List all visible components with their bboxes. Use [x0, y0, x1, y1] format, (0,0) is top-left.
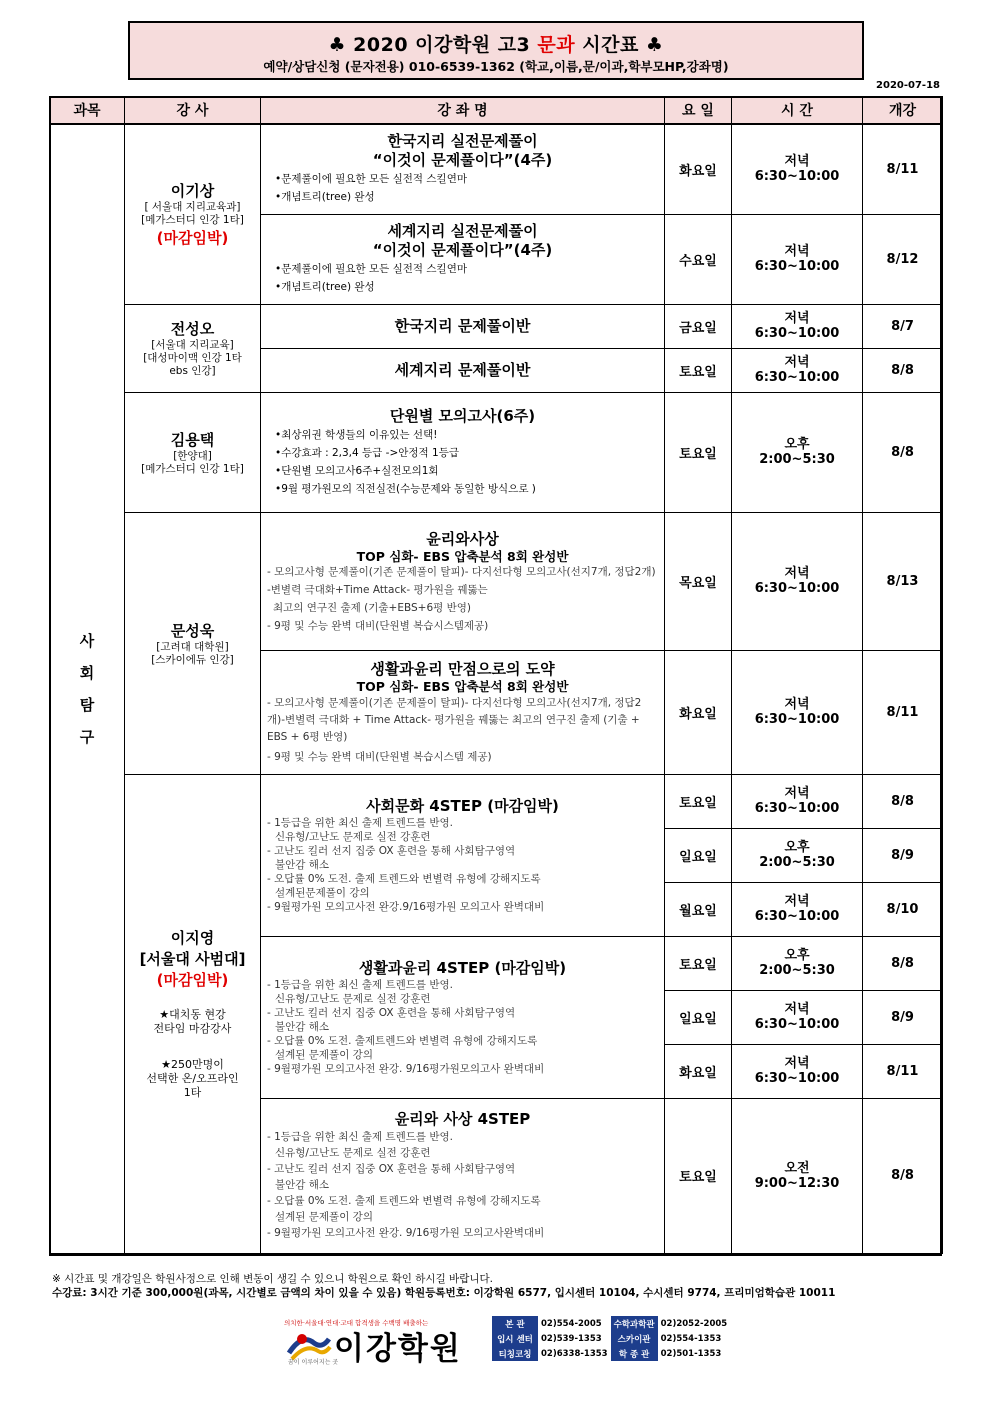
teacher-cell [125, 392, 261, 512]
course-detail: 신유형/고난도 문제로 실전 강훈련 [275, 992, 431, 1005]
day-cell: 화요일 [665, 1044, 732, 1098]
subject-cell [50, 124, 125, 1253]
teacher-name: 이기상 [170, 182, 215, 201]
time-cell: 오후 2:00~5:30 [732, 828, 863, 882]
course-detail: - 오답률 0% 도전. 출제 트렌드와 변별력 유형에 강해지도록 [267, 872, 541, 885]
contact-row [492, 1346, 730, 1361]
contact-label: 본 관 [492, 1316, 538, 1331]
contact-label: 티칭코칭 [492, 1346, 538, 1361]
course-detail: 신유형/고난도 문제로 실전 강훈련 [275, 830, 431, 843]
course-detail: - 1등급을 위한 최신 출제 트렌드를 반영. [267, 978, 453, 991]
course-detail: - 고난도 킬러 선지 집중 OX 훈련을 통해 사회탐구영역 [267, 1163, 516, 1175]
teacher-info: [서울대 사범대] [139, 950, 246, 968]
table-row [50, 304, 943, 348]
course-title: 세계지리 실전문제풀이 [387, 222, 538, 240]
title-box [128, 21, 864, 80]
contact-label: 스카이관 [611, 1331, 658, 1346]
course-cell [261, 936, 665, 1098]
day-cell: 토요일 [665, 774, 732, 828]
open-date-cell: 8/9 [863, 828, 943, 882]
time-cell: 저녁 6:30~10:00 [732, 774, 863, 828]
contact-label: 입시 센터 [492, 1331, 538, 1346]
course-cell [261, 512, 665, 650]
open-date-cell: 8/8 [863, 348, 943, 392]
table-row [50, 392, 943, 512]
teacher-info: ebs 인강] [169, 365, 216, 377]
table-row [50, 774, 943, 828]
course-detail: - 9월평가원 모의고사전 완강. 9/16평가원모의고사 완벽대비 [267, 1062, 545, 1075]
course-detail: 설계된문제풀이 강의 [275, 886, 370, 899]
open-date-cell: 8/10 [863, 882, 943, 936]
open-date-cell: 8/8 [863, 774, 943, 828]
course-detail: -변별력 극대화+Time Attack- 평가원을 꿰뚫는 [267, 583, 488, 596]
course-bullet: •개념트리(tree) 완성 [275, 191, 375, 204]
document-date: 2020-07-18 [876, 80, 940, 91]
course-title: 생활과윤리 4STEP (마감임박) [358, 958, 567, 977]
day-cell: 토요일 [665, 392, 732, 512]
contact-phone: 02)2052-2005 [660, 1318, 728, 1329]
open-date-cell: 8/7 [863, 304, 943, 348]
contact-phone: 02)554-2005 [541, 1318, 602, 1329]
time-cell: 저녁 6:30~10:00 [732, 348, 863, 392]
course-cell [261, 304, 665, 348]
page-title [130, 30, 862, 57]
time-cell: 저녁 6:30~10:00 [732, 882, 863, 936]
day-cell: 토요일 [665, 1098, 732, 1253]
course-detail: - 9평 및 수능 완벽 대비(단원별 복습시스템제공) [267, 619, 489, 632]
day-cell: 토요일 [665, 348, 732, 392]
table-row [50, 512, 943, 650]
course-title: 한국지리 문제풀이반 [394, 316, 531, 335]
title-highlight: 문과 [537, 34, 576, 56]
time-cell: 저녁 6:30~10:00 [732, 512, 863, 650]
day-cell: 일요일 [665, 828, 732, 882]
logo-slogan: 의치한·서울대·연대·고대 합격생을 수백명 배출하는 [284, 1319, 429, 1327]
contact-phone: 02)554-1353 [660, 1333, 722, 1344]
contact-phone: 02)539-1353 [541, 1333, 602, 1344]
col-header-subject: 과목 [50, 97, 125, 125]
course-title: 한국지리 실전문제풀이 [387, 132, 538, 151]
deadline-badge: (마감임박) [156, 971, 229, 989]
contact-label: 수학과학관 [611, 1316, 658, 1331]
course-title: 윤리와 사상 4STEP [394, 1110, 531, 1128]
course-bullet: •단원별 모의고사6주+실전모의1회 [275, 464, 439, 477]
teacher-note: ★대치동 현강 전타임 마감강사 [153, 1008, 232, 1035]
teacher-name: 김용택 [170, 430, 215, 449]
teacher-name: 문성욱 [170, 621, 215, 640]
contact-phone: 02)6338-1353 [541, 1348, 608, 1359]
deadline-badge: (마감임박) [156, 229, 229, 248]
col-header-teacher: 강 사 [125, 97, 261, 125]
course-bullet: •9월 평가원모의 직전실전(수능문제와 동일한 방식으로 ) [275, 482, 536, 495]
course-detail: 최고의 연구진 출제 (기출+EBS+6평 반영) [273, 601, 471, 614]
open-date-cell: 8/12 [863, 214, 943, 304]
title-text-end: 시간표 ♣ [575, 34, 664, 56]
course-detail: 설계된 문제풀이 강의 [275, 1211, 373, 1223]
course-detail: - 1등급을 위한 최신 출제 트렌드를 반영. [267, 1131, 453, 1143]
course-detail: - 9평 및 수능 완벽 대비(단원별 복습시스템 제공) [267, 751, 492, 763]
teacher-info: [메가스터디 인강 1타] [141, 214, 244, 227]
course-cell [261, 124, 665, 214]
contact-row [492, 1331, 730, 1346]
course-bullet: •최상위권 학생들의 이유있는 선택! [275, 428, 438, 441]
teacher-info: [스카이에듀 인강] [151, 653, 234, 666]
open-date-cell: 8/8 [863, 392, 943, 512]
page-subtitle: 예약/상담신청 (문자전용) 010-6539-1362 (학교,이름,문/이과,학부모HP,강좌명) [263, 59, 729, 74]
title-text: ♣ 2020 이강학원 고3 [328, 34, 538, 56]
col-header-day: 요 일 [665, 97, 732, 125]
time-cell: 저녁 6:30~10:00 [732, 650, 863, 774]
contact-table [492, 1316, 730, 1361]
course-bullet: •개념트리(tree) 완성 [275, 281, 375, 293]
col-header-course: 강 좌 명 [261, 97, 665, 125]
course-detail: - 고난도 킬러 선지 집중 OX 훈련을 통해 사회탐구영역 [267, 844, 516, 857]
teacher-info: [서울대 지리교육] [151, 339, 234, 351]
day-cell: 일요일 [665, 990, 732, 1044]
course-detail: - 9월평가원 모의고사전 완강.9/16평가원 모의고사 완벽대비 [267, 900, 545, 913]
time-cell: 저녁 6:30~10:00 [732, 304, 863, 348]
course-bullet: •문제풀이에 필요한 모든 실전적 스킬연마 [275, 263, 467, 275]
course-title: 생활과윤리 만점으로의 도약 [370, 660, 555, 678]
course-title: 단원별 모의고사(6주) [389, 406, 536, 425]
course-detail: - 9월평가원 모의고사전 완강. 9/16평가원 모의고사완벽대비 [267, 1227, 545, 1239]
table-row [50, 124, 943, 214]
course-cell [261, 348, 665, 392]
course-detail: 설계된 문제풀이 강의 [275, 1048, 373, 1061]
course-title: 사회문화 4STEP (마감임박) [366, 796, 559, 815]
contact-label: 학 종 관 [611, 1346, 658, 1361]
open-date-cell: 8/8 [863, 1098, 943, 1253]
course-title: 윤리와사상 [426, 529, 499, 548]
teacher-cell [125, 512, 261, 774]
time-cell: 저녁 6:30~10:00 [732, 990, 863, 1044]
teacher-info: [고려대 대학원] [156, 640, 229, 653]
teacher-note: ★250만명이 선택한 온/오프라인 1타 [146, 1058, 239, 1099]
course-title: “이것이 문제풀이다”(4주) [372, 241, 553, 259]
day-cell: 수요일 [665, 214, 732, 304]
open-date-cell: 8/11 [863, 650, 943, 774]
teacher-info: [ 서울대 지리교육과] [144, 201, 241, 214]
day-cell: 목요일 [665, 512, 732, 650]
time-cell: 오전 9:00~12:30 [732, 1098, 863, 1253]
day-cell: 토요일 [665, 936, 732, 990]
time-cell: 오후 2:00~5:30 [732, 392, 863, 512]
course-detail: - 고난도 킬러 선지 집중 OX 훈련을 통해 사회탐구영역 [267, 1006, 516, 1019]
course-title: 세계지리 문제풀이반 [394, 360, 531, 379]
course-cell [261, 1098, 665, 1253]
teacher-info: [한양대] [173, 449, 212, 462]
course-cell [261, 214, 665, 304]
teacher-name: 이지영 [170, 929, 215, 947]
day-cell: 화요일 [665, 650, 732, 774]
open-date-cell: 8/11 [863, 1044, 943, 1098]
time-cell: 저녁 6:30~10:00 [732, 124, 863, 214]
time-cell: 오후 2:00~5:30 [732, 936, 863, 990]
open-date-cell: 8/8 [863, 936, 943, 990]
col-header-time: 시 간 [732, 97, 863, 125]
footer-fee: 수강료: 3시간 기준 300,000원(과목, 시간별로 금액의 차이 있을 수 있음) 학원등록번호: 이강학원 6577, 입시센터 10104, 수시센터 9774, 프리미엄학습관 10011 [52, 1287, 836, 1299]
course-detail: - 오답률 0% 도전. 출제트렌드와 변별력 유형에 강해지도록 [267, 1034, 538, 1047]
course-bullet: •수강효과 : 2,3,4 등급 ->안정적 1등급 [275, 446, 459, 459]
logo-tagline: 꿈이 이루어지는 곳 [288, 1359, 339, 1366]
course-detail: 불안감 해소 [275, 858, 330, 871]
course-bullet: •문제풀이에 필요한 모든 실전적 스킬연마 [275, 173, 467, 186]
course-cell [261, 774, 665, 936]
course-subtitle: TOP 심화- EBS 압축분석 8회 완성반 [356, 679, 569, 694]
contact-row [492, 1316, 730, 1331]
timetable [49, 96, 943, 1254]
teacher-name: 전성오 [170, 320, 215, 338]
course-cell [261, 650, 665, 774]
teacher-cell [125, 304, 261, 392]
contact-phone: 02)501-1353 [660, 1348, 722, 1359]
teacher-cell [125, 124, 261, 304]
time-cell: 저녁 6:30~10:00 [732, 1044, 863, 1098]
course-detail: - 1등급을 위한 최신 출제 트렌드를 반영. [267, 816, 453, 829]
course-detail: - 오답률 0% 도전. 출제 트렌드와 변별력 유형에 강해지도록 [267, 1195, 541, 1207]
course-detail: - 모의고사형 문제풀이(기존 문제풀이 탈피)- 다지선다형 모의고사(선지7개, 정답2개) [267, 565, 656, 578]
open-date-cell: 8/13 [863, 512, 943, 650]
day-cell: 화요일 [665, 124, 732, 214]
day-cell: 금요일 [665, 304, 732, 348]
table-header-row [50, 97, 943, 125]
course-detail: - 모의고사형 문제풀이(기존 문제풀이 탈피)- 다지선다형 모의고사(선지7개, 정답2개)-변별력 극대화 + Time Attack- 평가원을 꿰뚫는 최고의 연구진 출제 (기출 + EBS + 6평 반영) [267, 697, 642, 743]
open-date-cell: 8/9 [863, 990, 943, 1044]
open-date-cell: 8/11 [863, 124, 943, 214]
course-subtitle: TOP 심화- EBS 압축분석 8회 완성반 [356, 548, 569, 564]
teacher-info: [대성마이맥 인강 1타 [143, 352, 242, 364]
day-cell: 월요일 [665, 882, 732, 936]
time-cell: 저녁 6:30~10:00 [732, 214, 863, 304]
footer-note: ※ 시간표 및 개강일은 학원사정으로 인해 변동이 생길 수 있으니 학원으로 확인 하시길 바랍니다. [52, 1273, 493, 1285]
course-detail: 불안감 해소 [275, 1020, 330, 1033]
course-detail: 신유형/고난도 문제로 실전 강훈련 [275, 1147, 431, 1159]
course-detail: 불안감 해소 [275, 1179, 330, 1191]
teacher-cell [125, 774, 261, 1253]
course-title: “이것이 문제풀이다”(4주) [372, 151, 553, 170]
subject-label: 사 회 탐 구 [79, 631, 95, 746]
col-header-open: 개강 [863, 97, 943, 125]
academy-logo-text: 이강학원 [334, 1331, 462, 1367]
teacher-info: [메가스터디 인강 1타] [141, 462, 244, 475]
course-cell [261, 392, 665, 512]
